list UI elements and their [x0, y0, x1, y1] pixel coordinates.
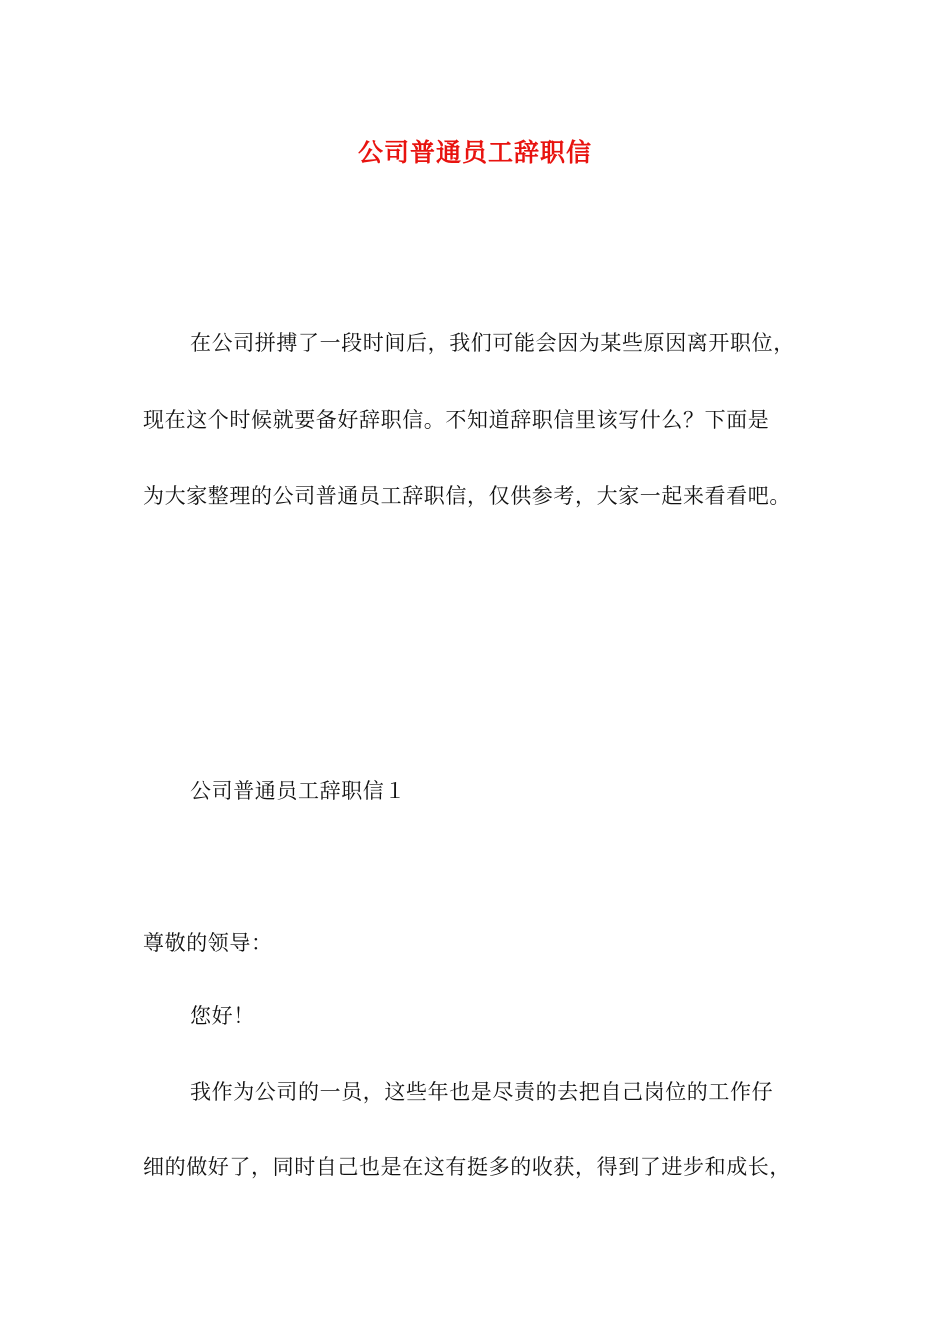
intro-line-2: 现在这个时候就要备好辞职信。不知道辞职信里该写什么？下面是 — [143, 408, 770, 432]
greeting: 您好！ — [190, 1004, 255, 1028]
document-title: 公司普通员工辞职信 — [357, 138, 592, 167]
intro-line-1: 在公司拼搏了一段时间后，我们可能会因为某些原因离开职位， — [190, 331, 795, 355]
intro-line-3: 为大家整理的公司普通员工辞职信，仅供参考，大家一起来看看吧。 — [143, 484, 791, 508]
salutation: 尊敬的领导： — [143, 931, 273, 955]
section-heading: 公司普通员工辞职信１ — [190, 779, 406, 803]
body-line-2: 细的做好了，同时自己也是在这有挺多的收获，得到了进步和成长， — [143, 1155, 791, 1179]
body-line-1: 我作为公司的一员，这些年也是尽责的去把自己岗位的工作仔 — [190, 1080, 774, 1104]
